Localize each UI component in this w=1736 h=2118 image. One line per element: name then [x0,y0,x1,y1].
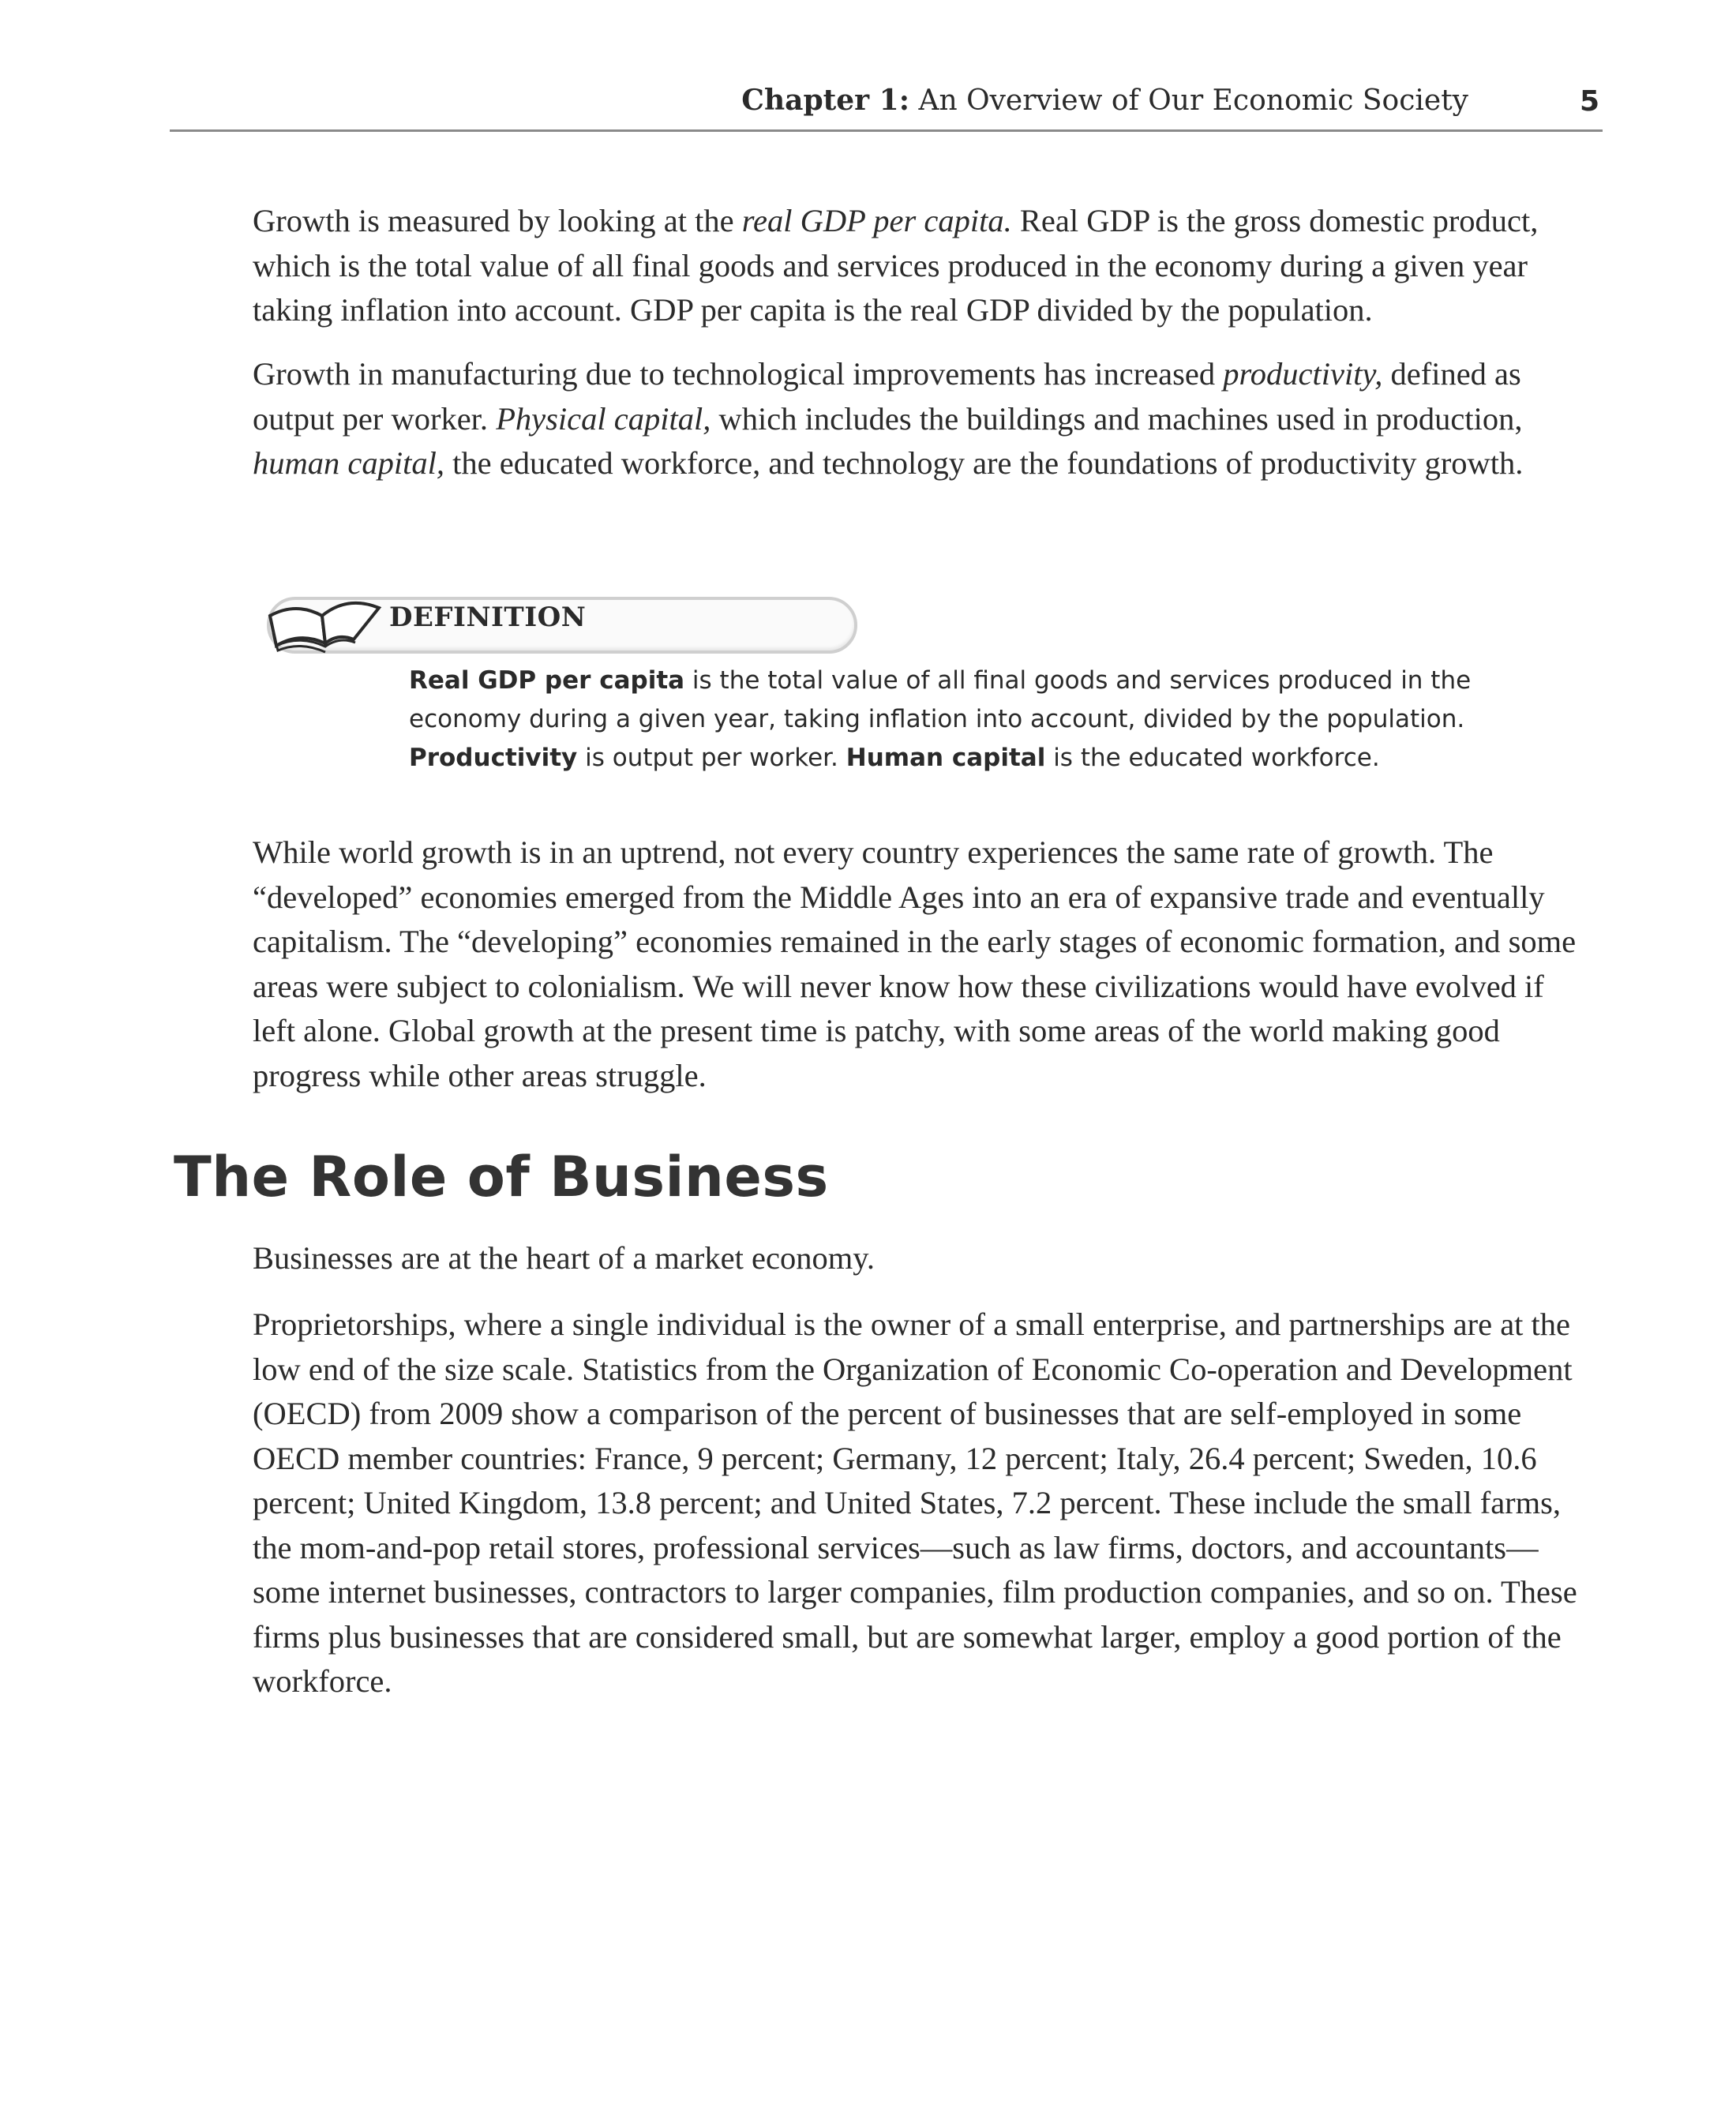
text: which includes the buildings and machines used in production, [711,400,1523,437]
text: Growth in manufacturing due to technological improvements has increased [253,356,1224,392]
text: is the educated workforce. [1045,744,1380,772]
emphasis-term: real GDP per capita. [741,203,1012,238]
section-heading: The Role of Business [174,1145,829,1209]
definition-text [409,662,1514,778]
text: is output per worker. [577,744,846,772]
definition-label: DEFINITION [389,602,587,633]
paragraph-intro: Businesses are at the heart of a market economy. [253,1240,875,1276]
emphasis-term: Physical capital, [496,400,711,437]
paragraph-proprietorships: Proprietorships, where a single individual is the owner of a small enterprise, and partnerships are at the low end of the size scale. Statistics from the Organization of Economic Co-operation and Development (OECD) from 2009 show a comparison of the percent of businesses that are self-employed in some OECD member countries: France, 9 percent; Germany, 12 percent; Italy, 26.4 percent; Sweden, 10.6 percent; United Kingdom, 13.8 percent; and United States, 7.2 percent. These include the small farms, the mom-and-pop retail stores, professional services—such as law firms, doctors, and accountants—some internet businesses, contractors to larger companies, film production companies, and so on. These firms plus businesses that are considered small, but are somewhat larger, employ a good portion of the workforce. [253,1306,1577,1699]
paragraph-gdp [253,199,1579,333]
defined-term: Real GDP per capita [409,666,685,695]
text: the educated workforce, and technology are the foundations of productivity growth. [444,445,1524,481]
chapter-name: An Overview of Our Economic Society [909,84,1468,117]
chapter-label: Chapter 1: [741,84,909,117]
paragraph-world-growth: While world growth is in an uptrend, not every country experiences the same rate of growth. The “developed” economies emerged from the Middle Ages into an era of expansive trade and eventually capitalism. The “developing” economies remained in the early stages of economic formation, and some areas were subject to colonialism. We will never know how these civilizations would have evolved if left alone. Global growth at the present time is patchy, with some areas of the world making good progress while other areas struggle. [253,834,1577,1093]
emphasis-term: productivity, [1223,356,1383,392]
text: defined as output per worker. [253,356,1521,437]
text: Growth is measured by looking at the [253,203,742,238]
defined-term: Human capital [846,744,1046,772]
emphasis-term: human capital, [253,445,444,481]
chapter-title [741,84,1468,117]
text: Real GDP is the gross domestic product, which is the total value of all final goods and services produced in the economy during a given year taking inflation into account. GDP per capita is the real GDP divided by the population. [253,203,1539,328]
page-number: 5 [1579,85,1599,118]
text: is the total value of all final goods and services produced in the economy during a given year, taking inflation into account, divided by the population. [409,666,1472,733]
definition-box [251,584,1514,789]
running-header [170,79,1603,132]
defined-term: Productivity [409,744,578,772]
open-book-icon [261,584,387,663]
paragraph-productivity [253,352,1579,486]
